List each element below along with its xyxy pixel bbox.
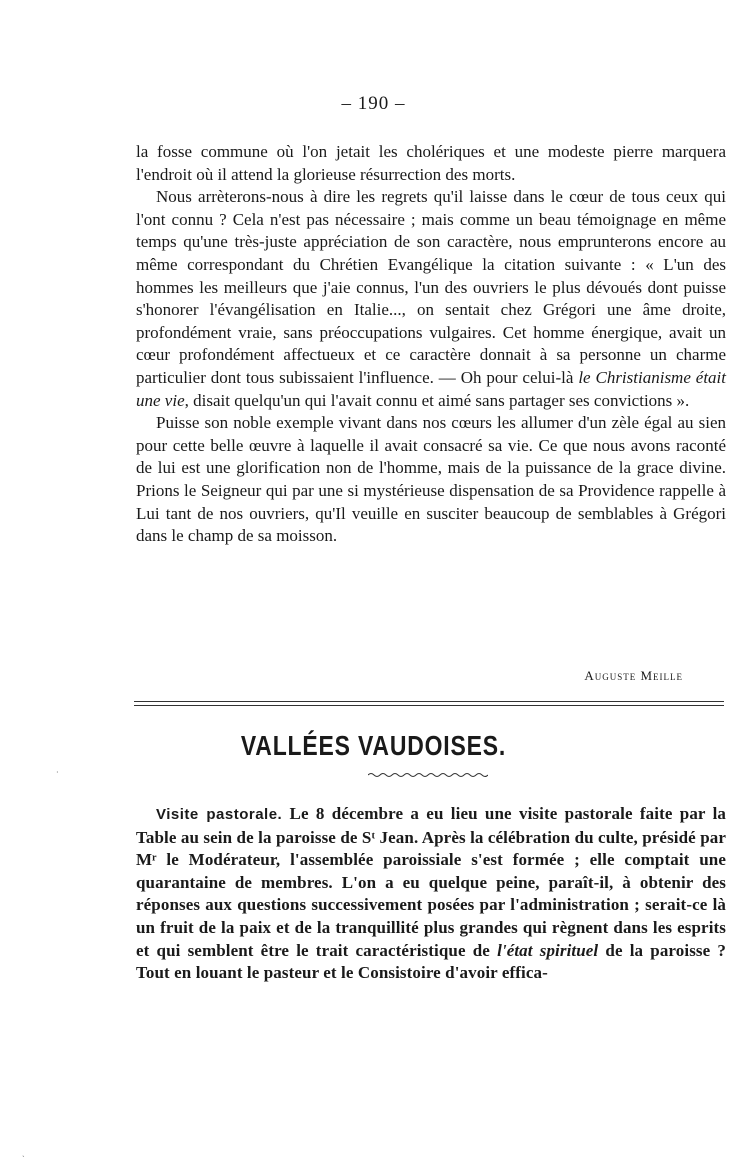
article-italic: l'état spirituel [497, 940, 599, 960]
paragraph-2-text-b: , disait quelqu'un qui l'avait connu et aimé sans partager ses convictions ». [184, 390, 690, 410]
title-flourish [368, 772, 488, 778]
paragraph-2 [136, 186, 726, 412]
paragraph-2-text-a: Nous arrèterons-nous à dire les regrets qu'il laisse dans le cœur de tous ceux qui l'ont connu ? Cela n'est pas nécessaire ; mais comme un beau témoignage en même temps qu'une très-juste appréciation de son caractère, nous emprunterons encore au même correspondant du Chrétien Evangélique la citation suivante : « L'un des hommes les meilleurs que j'aie connus, l'un des ouvriers le plus dévoués dont puisse s'honorer l'évangélisation en Italie..., on sentait chez Grégori une âme droite, profondément vraie, sans préoccupations vulgaires. Cet homme énergique, avait un cœur profondément affectueux et ce caractère donnait à sa personne un charme particulier dont tous subissaient l'influence. — Oh pour celui-là [136, 187, 726, 387]
specks-corner: ˎ [22, 1148, 25, 1157]
author-signature: Auguste Meille [584, 668, 683, 683]
runin-heading: Visite pastorale. [156, 806, 283, 823]
page-number: – 190 – [341, 93, 406, 114]
article-text-a: Le 8 décembre a eu lieu une visite pastorale faite par la Table au sein de la paroisse de Sᵗ Jean. Après la célébration du culte, présidé par Mʳ le Modérateur, l'assemblée paroissiale s'est formée ; elle comptait une quarantaine de membres. L'on a eu quelque peine, paraît-il, à obtenir des réponses aux questions successivement posées par l'administration ; serait-ce là un fruit de la paix et de la tranquillité plus grandes qui règnent dans les esprits et qui semblent être le trait caractéristique de [136, 804, 726, 960]
paragraph-1 [136, 141, 726, 186]
paragraph-2-italic: le Christianisme était une vie [136, 367, 726, 410]
paragraph-1-line-1: la fosse commune où l'on jetait les cholériques et une modeste [136, 142, 605, 161]
paragraph-1-line-2: pierre marquera l'endroit où il attend la glorieuse résurrection des [136, 142, 726, 184]
section-title: VALLÉES VAUDOISES. [240, 730, 507, 761]
section-divider-bottom [134, 705, 724, 706]
article-text-b: de la paroisse ? Tout en louant le pasteur et le Consistoire d'avoir effica- [136, 940, 726, 983]
article-continuation [136, 141, 726, 548]
paragraph-1-line-3: morts. [472, 164, 516, 184]
pastoral-visit-paragraph [136, 803, 726, 985]
section-divider-top [134, 701, 724, 702]
paragraph-3: Puisse son noble exemple vivant dans nos cœurs les allumer d'un zèle égal au sien pour cette belle œuvre à laquelle il avait consacré sa vie. Ce que nous avons raconté de lui est une glorification non de l'homme, mais de la puissance de la grace divine. Prions le Seigneur qui par une si mystérieuse dispensation de sa Providence rappelle à Lui tant de nos ouvriers, qu'Il veuille en susciter beaucoup de semblables à Grégori dans le champ de sa moisson. [136, 413, 726, 546]
pastoral-visit-article [136, 803, 726, 985]
specks-left: · [56, 768, 59, 777]
